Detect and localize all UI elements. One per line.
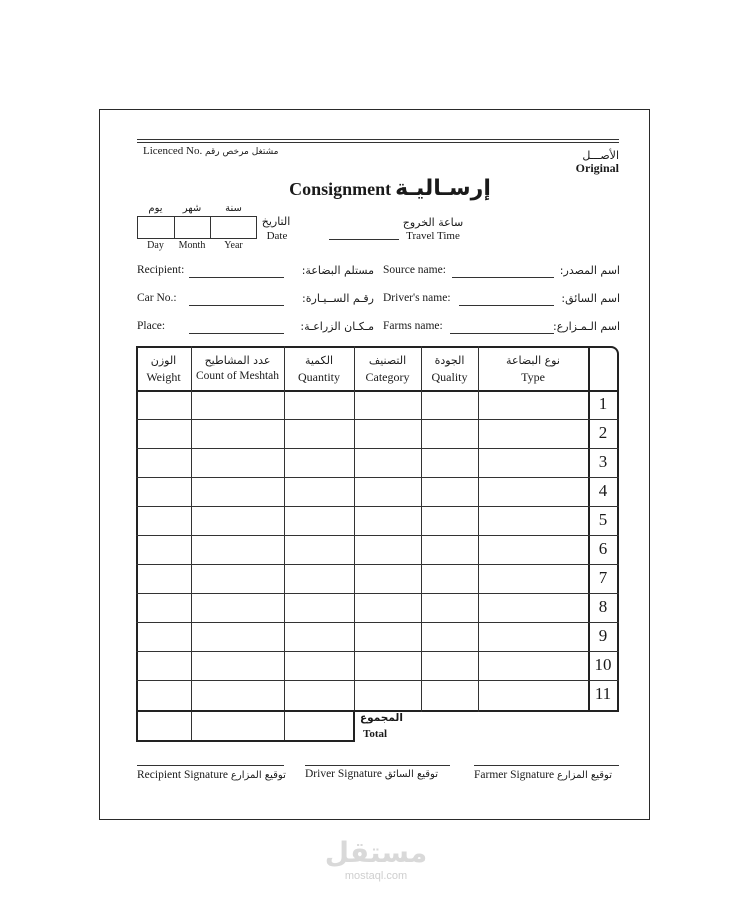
row-divider	[136, 622, 619, 623]
total-row-box[interactable]	[136, 710, 355, 742]
row-divider	[136, 506, 619, 507]
travel-time-ar: ساعة الخروج	[402, 216, 464, 229]
col-divider	[354, 346, 355, 742]
col-divider	[478, 346, 479, 712]
col-divider	[284, 346, 285, 742]
row-number: 2	[598, 423, 608, 442]
total-label: Total	[363, 728, 388, 740]
row-number: 8	[598, 597, 608, 616]
col-quantity: Quantity	[298, 370, 340, 384]
driver-signature-line[interactable]	[305, 765, 450, 766]
recipient-signature: Recipient Signature توقيع المزارع	[137, 769, 286, 781]
row-divider	[136, 419, 619, 420]
driver-ar: اسم السائق:	[561, 292, 620, 305]
car-line[interactable]	[189, 305, 284, 306]
row-number: 4	[598, 481, 608, 500]
row-number: 10	[594, 655, 612, 674]
recipient-label: Recipient:	[137, 264, 185, 276]
travel-time-en: Travel Time	[406, 230, 460, 242]
col-weight: Weight	[146, 370, 181, 384]
farmer-signature: Farmer Signature توقيع المزارع	[474, 769, 612, 781]
col-type: Type	[521, 370, 545, 384]
row-number: 1	[598, 394, 608, 413]
top-rule-inner	[137, 142, 619, 143]
date-year-ar: سنة	[225, 203, 242, 214]
col-category: Category	[365, 370, 410, 384]
source-line[interactable]	[452, 277, 554, 278]
date-day-ar: يوم	[148, 203, 163, 214]
watermark-logo: مستقل	[324, 836, 428, 869]
date-month-label: Month	[178, 240, 206, 251]
row-number: 9	[598, 626, 608, 645]
original-label: Original	[575, 161, 619, 175]
car-ar: رقـم الســيـارة:	[302, 292, 374, 305]
row-divider	[136, 680, 619, 681]
row-number: 3	[598, 452, 608, 471]
row-number: 7	[598, 568, 608, 587]
date-day-label: Day	[147, 240, 164, 251]
date-ar-label: التاريخ	[261, 215, 291, 228]
row-number: 6	[598, 539, 608, 558]
date-month-ar: شهر	[182, 203, 202, 214]
date-input-box[interactable]	[137, 216, 257, 239]
farms-line[interactable]	[450, 333, 554, 334]
top-rule	[137, 139, 619, 140]
row-divider	[136, 448, 619, 449]
source-ar: اسم المصدر:	[559, 264, 620, 277]
row-divider	[136, 651, 619, 652]
consignment-table	[136, 346, 619, 742]
row-number: 5	[598, 510, 608, 529]
row-divider	[136, 535, 619, 536]
original-ar: الأصـــل	[582, 149, 619, 162]
place-ar: مـكـان الزراعـة:	[300, 320, 374, 333]
row-number: 11	[594, 684, 612, 703]
driver-signature: Driver Signature توقيع السائق	[305, 768, 439, 780]
table-header-divider	[136, 390, 619, 392]
farms-ar: اسم الـمـزارع:	[552, 320, 620, 333]
car-label: Car No.:	[137, 292, 177, 304]
farms-label: Farms name:	[383, 320, 443, 332]
row-divider	[136, 593, 619, 594]
place-line[interactable]	[189, 333, 284, 334]
page-title: Consignment إرسـاليـة	[289, 176, 491, 201]
place-label: Place:	[137, 320, 166, 332]
driver-line[interactable]	[459, 305, 554, 306]
col-count: Count of Meshtah	[195, 370, 280, 382]
total-ar: المجموع	[360, 712, 403, 724]
source-label: Source name:	[383, 264, 446, 276]
col-quantity-ar: الكمية	[304, 354, 334, 367]
driver-label: Driver's name:	[383, 292, 451, 304]
row-divider	[136, 477, 619, 478]
travel-time-line[interactable]	[329, 239, 399, 240]
table-border	[136, 346, 619, 712]
licence-label: Licenced No. مشتغل مرخص رقم	[143, 145, 279, 157]
farmer-signature-line[interactable]	[474, 765, 619, 766]
watermark-site: mostaql.com	[344, 870, 408, 882]
col-divider	[421, 346, 422, 712]
col-weight-ar: الوزن	[150, 354, 177, 367]
recipient-signature-line[interactable]	[137, 765, 284, 766]
col-count-ar: عدد المشاطيح	[204, 354, 271, 367]
col-quality-ar: الجودة	[434, 354, 465, 367]
date-en-label: Date	[266, 230, 288, 242]
row-divider	[136, 564, 619, 565]
col-divider	[191, 346, 192, 742]
col-type-ar: نوع البضاعة	[506, 354, 560, 367]
col-category-ar: التصنيف	[368, 354, 407, 367]
recipient-line[interactable]	[189, 277, 284, 278]
col-quality: Quality	[431, 370, 468, 384]
date-year-label: Year	[224, 240, 243, 251]
recipient-ar: مستلم البضاعة:	[301, 264, 374, 277]
